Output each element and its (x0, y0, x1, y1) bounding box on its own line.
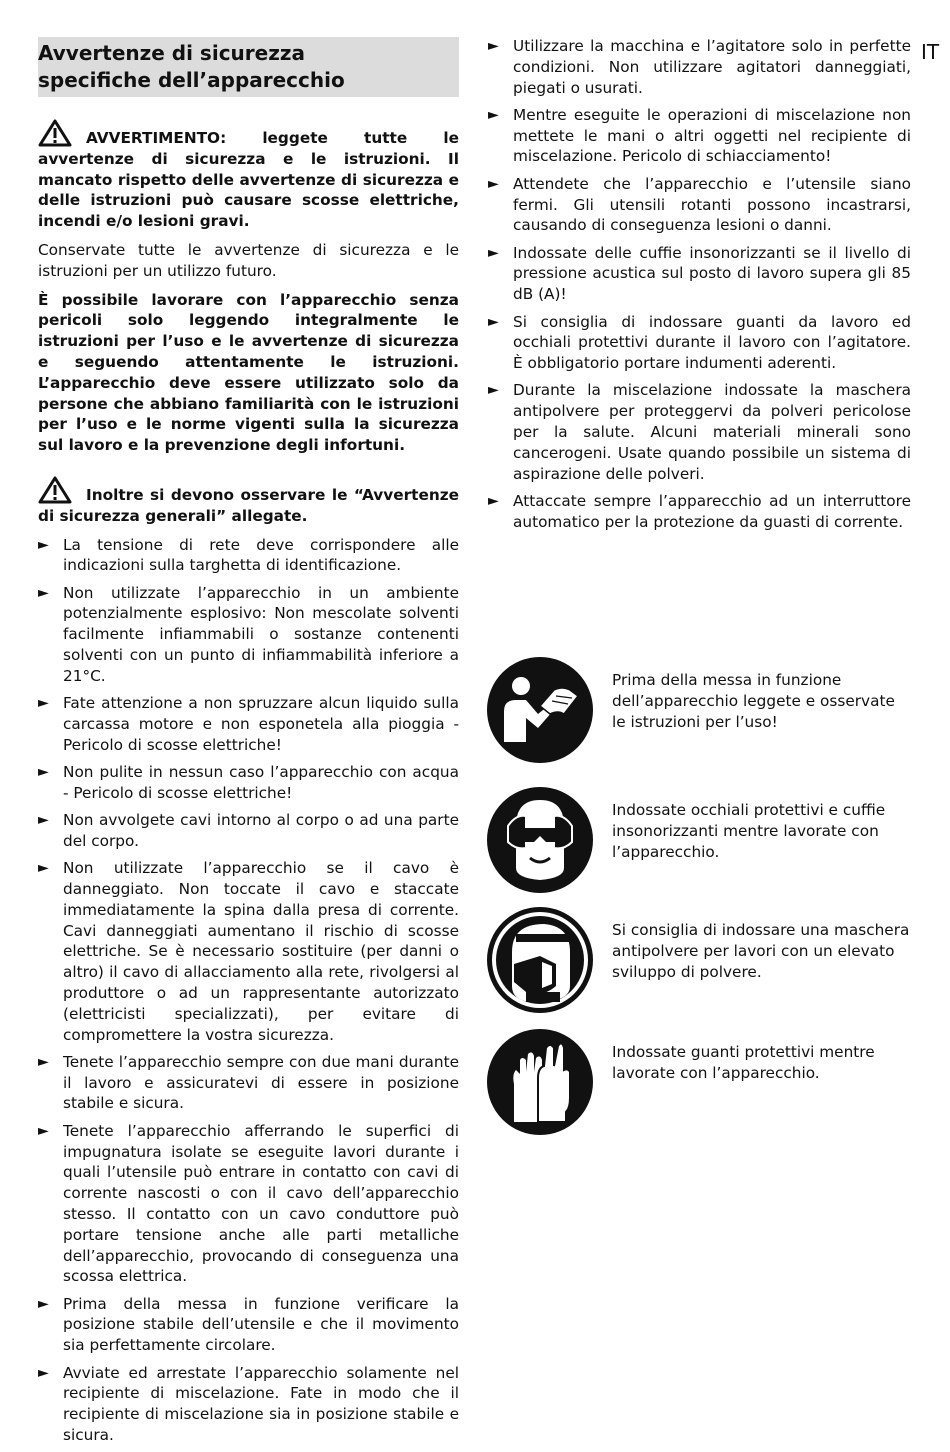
list-item: ► Si consiglia di indossare guanti da lavoro ed occhiali protettivi durante il lavoro con l’agitatore. È obbligatorio portare indumenti aderenti. (488, 312, 911, 373)
list-item: ► Durante la miscelazione indossate la maschera antipolvere per proteggervi da polveri pericolose per la salute. Alcuni materiali minerali sono cancerogeni. Usate quando possibile un sistema di aspirazione delle polveri. (488, 381, 911, 483)
list-item: ► Attendete che l’apparecchio e l’utensile siano fermi. Gli utensili rotanti possono incastrarsi, causando di conseguenza lesioni o danni. (488, 174, 911, 235)
read-manual-icon (486, 656, 594, 764)
bullet-arrow-icon: ► (488, 492, 499, 509)
list-item: ► Tenete l’apparecchio sempre con due mani durante il lavoro e assicuratevi di essere in posizione stabile e sicura. (38, 1052, 459, 1113)
sign-text: Indossate guanti protettivi mentre lavorate con l’apparecchio. (612, 1043, 875, 1082)
bullet-arrow-icon: ► (488, 382, 499, 399)
left-bullet-list (38, 535, 459, 1446)
list-item: ► Attaccate sempre l’apparecchio ad un interruttore automatico per la protezione da guasti di corrente. (488, 491, 911, 531)
general-warning-paragraph (38, 476, 459, 527)
bullet-arrow-icon: ► (38, 1295, 49, 1312)
bullet-arrow-icon: ► (38, 1053, 49, 1070)
list-item: ► Indossate delle cuffie insonorizzanti se il livello di pressione acustica sul posto di lavoro supera gli 85 dB (A)! (488, 243, 911, 304)
list-item: ► Tenete l’apparecchio afferrando le superfici di impugnatura isolate se eseguite lavori durante i quali l’utensile può entrare in contatto con cavi di corrente nascosti o con il cavo dell’apparecchio stesso. Il contatto con un cavo conduttore può portare tensione anche alle parti metalliche dell’apparecchio, provocando di conseguenza una scossa elettrica. (38, 1121, 459, 1286)
language-tag: IT (921, 40, 940, 64)
bullet-arrow-icon: ► (38, 1364, 49, 1381)
warning-text: : leggete tutte le avvertenze di sicurezza e le istruzioni. Il mancato rispetto delle avvertenze di sicurezza e delle istruzioni può causare scosse elettriche, incendi e/o lesioni gravi. (38, 129, 459, 231)
bullet-arrow-icon: ► (488, 106, 499, 123)
sign-text: Indossate occhiali protettivi e cuffie insonorizzanti mentre lavorate con l’apparecchio. (612, 801, 886, 861)
list-item: ► La tensione di rete deve corrispondere alle indicazioni sulla targhetta di identificazione. (38, 535, 459, 575)
bullet-arrow-icon: ► (488, 313, 499, 330)
list-item: ► Non pulite in nessun caso l’apparecchio con acqua - Pericolo di scosse elettriche! (38, 763, 459, 802)
list-item: ► Non utilizzate l’apparecchio se il cavo è danneggiato. Non toccate il cavo e staccate immediatamente la spina dalla presa di corrente. Cavi danneggiati aumentano il rischio di scosse elettriche. Se è necessario sostituire (per danni o altro) il cavo di allacciamento alla rete, rivolgersi al produttore o ad un rappresentante autorizzato (elettricisti specializzati), per evitare di compromettere la vostra sicurezza. (38, 859, 459, 1044)
warning-paragraph (38, 119, 459, 232)
keep-instructions-text: Conservate tutte le avvertenze di sicurezza e le istruzioni per un utilizzo futuro. (38, 240, 459, 280)
list-item: ► Fate attenzione a non spruzzare alcun liquido sulla carcassa motore e non esponetela alla pioggia - Pericolo di scosse elettriche! (38, 694, 459, 754)
bullet-arrow-icon: ► (38, 860, 49, 877)
list-item: ► Prima della messa in funzione verificare la posizione stabile dell’utensile e che il movimento sia perfettamente circolare. (38, 1294, 459, 1355)
bullet-arrow-icon: ► (38, 812, 49, 829)
goggles-earmuffs-icon (486, 786, 594, 894)
list-item: ► Non utilizzate l’apparecchio in un ambiente potenzialmente esplosivo: Non mescolate solventi facilmente infiammabili o sostanze contenenti solventi con un punto di infiammabilità inferiore a 21°C. (38, 583, 459, 685)
bullet-arrow-icon: ► (38, 764, 49, 781)
bullet-arrow-icon: ► (38, 536, 49, 553)
general-warning-text: Inoltre si devono osservare le “Avvertenze di sicurezza generali” allegate. (38, 485, 459, 525)
warning-triangle-icon (38, 476, 72, 504)
warning-label: AVVERTIMENTO (86, 129, 221, 147)
warning-triangle-icon (38, 119, 72, 147)
list-item: ► Mentre eseguite le operazioni di miscelazione non mettete le mani o altri oggetti nel recipiente di miscelazione. Pericolo di schiacciamento! (488, 105, 911, 166)
section-title-line-1: Avvertenze di sicurezza (38, 41, 305, 65)
bullet-arrow-icon: ► (38, 584, 49, 601)
sign-text: Si consiglia di indossare una maschera antipolvere per lavori con un elevato sviluppo di polvere. (612, 921, 910, 981)
sign-text: Prima della messa in funzione dell’apparecchio leggete e osservate le istruzioni per l’uso! (612, 671, 895, 731)
bullet-arrow-icon: ► (38, 695, 49, 712)
list-item: ► Avviate ed arrestate l’apparecchio solamente nel recipiente di miscelazione. Fate in modo che il recipiente di miscelazione sia in posizione stabile e sicura. (38, 1363, 459, 1444)
bullet-arrow-icon: ► (488, 244, 499, 261)
right-column (488, 36, 911, 539)
dust-mask-icon (486, 906, 594, 1014)
left-column (38, 37, 459, 1452)
right-bullet-list (488, 36, 911, 533)
list-item: ► Utilizzare la macchina e l’agitatore solo in perfette condizioni. Non utilizzare agitatori danneggiati, piegati o usurati. (488, 37, 911, 97)
safe-work-paragraph: È possibile lavorare con l’apparecchio senza pericoli solo leggendo integralmente le istruzioni per l’uso e le avvertenze di sicurezza e seguendo attentamente le istruzioni. L’apparecchio deve essere utilizzato solo da persone che abbiano familiarità con le istruzioni per l’uso e le norme vigenti sulla la sicurezza sul lavoro e la prevenzione degli infortuni. (38, 290, 459, 455)
list-item: ► Non avvolgete cavi intorno al corpo o ad una parte del corpo. (38, 811, 459, 850)
gloves-icon (486, 1028, 594, 1136)
bullet-arrow-icon: ► (488, 175, 499, 192)
bullet-arrow-icon: ► (38, 1122, 49, 1139)
section-title-line-2: specifiche dell’apparecchio (38, 68, 345, 92)
section-title (38, 37, 459, 97)
bullet-arrow-icon: ► (488, 38, 499, 54)
